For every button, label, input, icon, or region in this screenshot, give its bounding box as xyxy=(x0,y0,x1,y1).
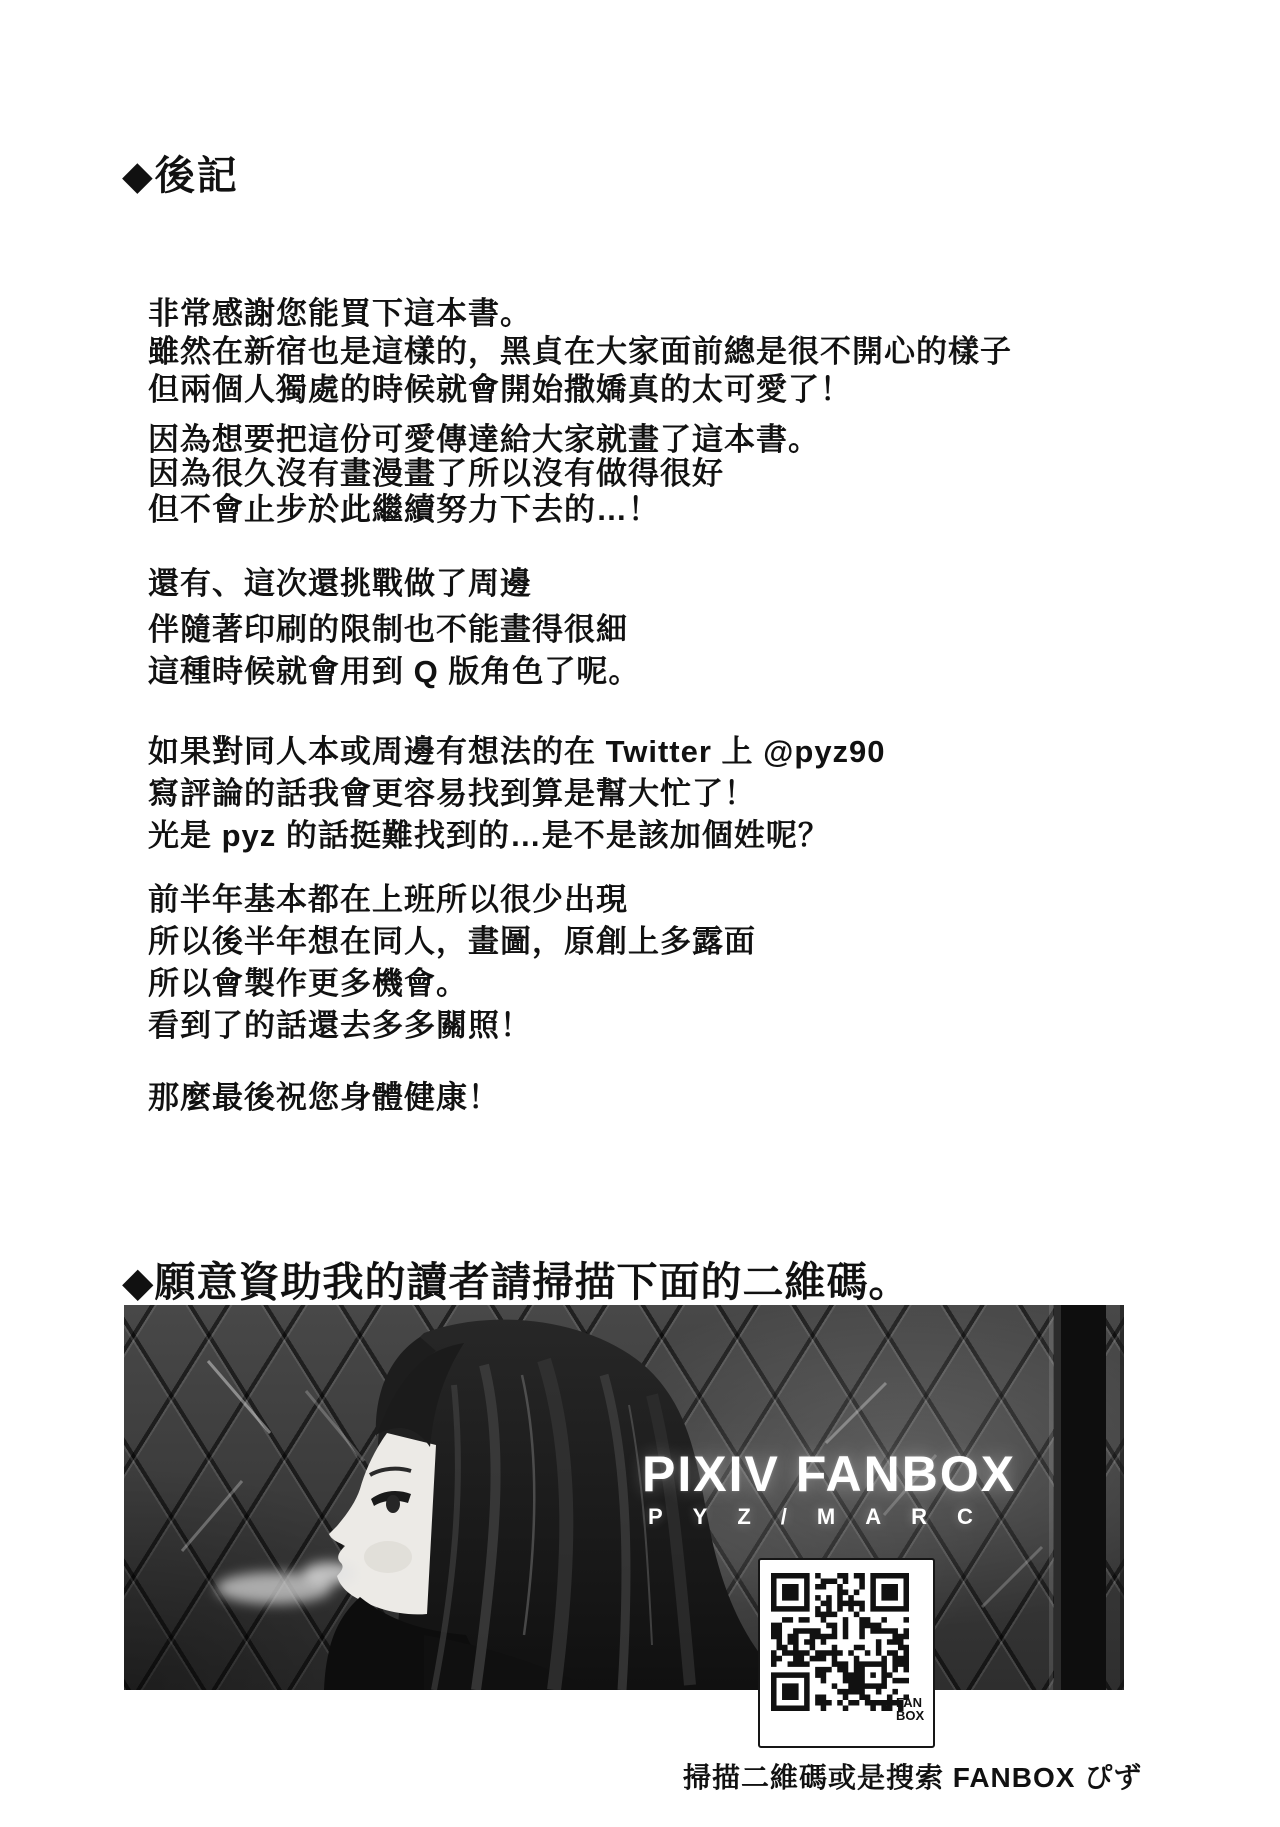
afterword-line: 因為很久沒有畫漫畫了所以沒有做得很好 xyxy=(148,456,724,491)
support-heading: ◆願意資助我的讀者請掃描下面的二維碼。 xyxy=(122,1259,911,1305)
scan-caption: 掃描二維碼或是搜索 FANBOX ぴず xyxy=(683,1762,1143,1793)
afterword-line: 寫評論的話我會更容易找到算是幫大忙了！ xyxy=(148,776,756,811)
qr-label-top: FAN xyxy=(896,1695,922,1710)
afterword-line: 這種時候就會用到 Q 版角色了呢。 xyxy=(148,654,641,689)
afterword-line: 因為想要把這份可愛傳達給大家就畫了這本書。 xyxy=(148,422,820,457)
afterword-line: 所以後半年想在同人，畫圖，原創上多露面 xyxy=(148,924,756,959)
afterword-line: 所以會製作更多機會。 xyxy=(148,966,468,1001)
fanbox-banner xyxy=(124,1305,1124,1690)
qr-fanbox-label xyxy=(896,1696,924,1722)
afterword-line: 如果對同人本或周邊有想法的在 Twitter 上 @pyz90 xyxy=(148,734,886,769)
afterword-line: 光是 pyz 的話挺難找到的…是不是該加個姓呢？ xyxy=(148,818,830,853)
afterword-line: 非常感謝您能買下這本書。 xyxy=(148,296,532,331)
afterword-line: 看到了的話還去多多關照！ xyxy=(148,1008,532,1043)
banner-subtitle: PYZ/MARC xyxy=(648,1504,1003,1529)
qr-code xyxy=(771,1573,909,1711)
afterword-line: 但兩個人獨處的時候就會開始撒嬌真的太可愛了！ xyxy=(148,372,852,407)
banner-title: PIXIV FANBOX xyxy=(642,1446,1017,1502)
afterword-line: 還有、這次還挑戰做了周邊 xyxy=(148,566,532,601)
afterword-heading: ◆後記 xyxy=(122,154,239,198)
breath-smoke xyxy=(216,1562,355,1604)
qr-label-bottom: BOX xyxy=(896,1708,925,1723)
afterword-line: 那麼最後祝您身體健康！ xyxy=(148,1080,500,1115)
afterword-line: 雖然在新宿也是這樣的，黑貞在大家面前總是很不開心的樣子 xyxy=(148,334,1012,369)
fence-pole xyxy=(1049,1305,1124,1690)
afterword-line: 但不會止步於此繼續努力下去的…！ xyxy=(148,492,660,527)
afterword-line: 前半年基本都在上班所以很少出現 xyxy=(148,882,628,917)
qr-panel xyxy=(758,1558,935,1748)
afterword-line: 伴隨著印刷的限制也不能畫得很細 xyxy=(148,612,628,647)
